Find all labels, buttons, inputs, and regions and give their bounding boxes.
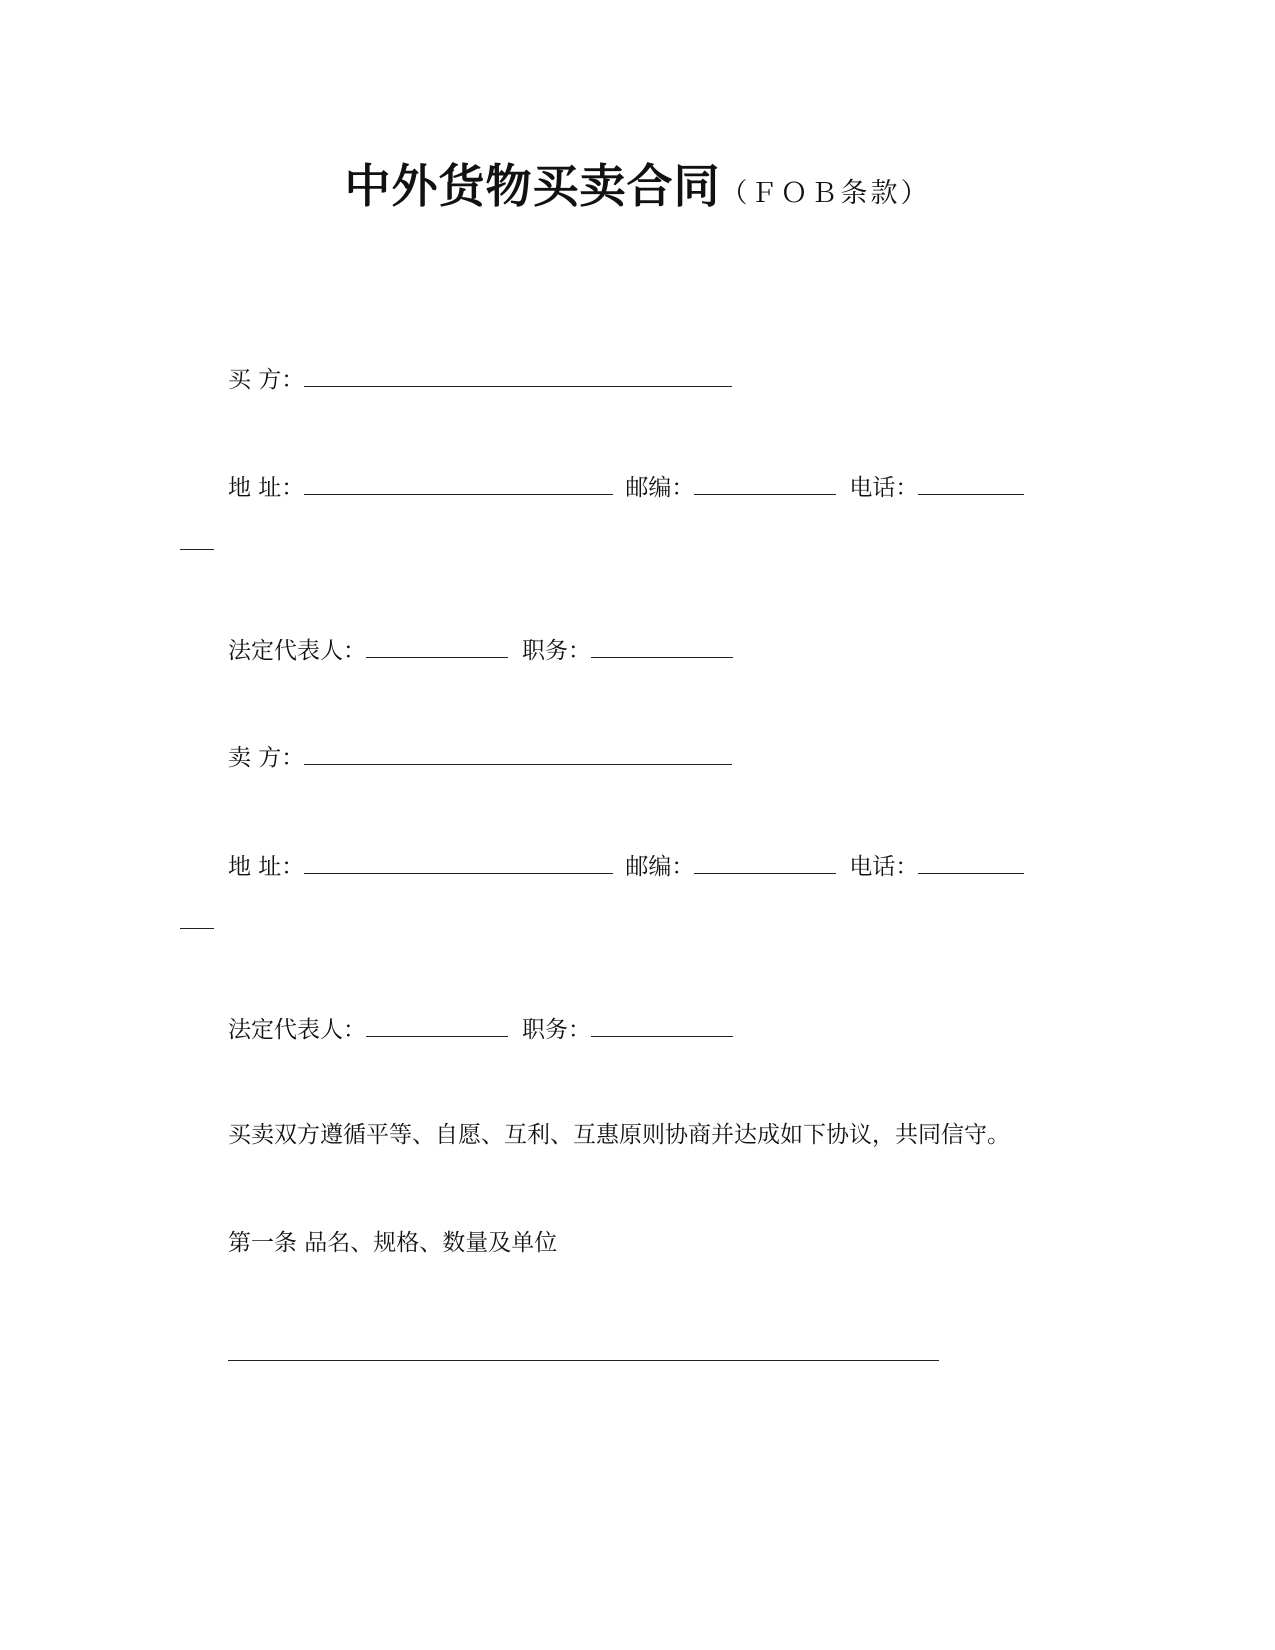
seller-legal-rep-label: 法定代表人：: [228, 1017, 366, 1043]
buyer-address-label: 地 址：: [228, 475, 305, 501]
buyer-legal-rep-line: [228, 633, 733, 666]
seller-position-blank[interactable]: [591, 1012, 733, 1037]
buyer-phone-continuation: [180, 525, 214, 558]
buyer-postcode-blank[interactable]: [694, 470, 836, 495]
buyer-legal-rep-label: 法定代表人：: [228, 638, 366, 664]
seller-address-blank[interactable]: [304, 849, 613, 874]
article-1-heading: 第一条 品名、规格、数量及单位: [228, 1230, 558, 1256]
seller-legal-rep-line: [228, 1012, 733, 1045]
seller-position-label: 职务：: [522, 1017, 591, 1043]
seller-address-label: 地 址：: [228, 854, 305, 880]
title-main: 中外货物买卖合同: [344, 159, 721, 213]
seller-address-line: [228, 849, 1024, 882]
buyer-party-label: 买 方：: [228, 367, 305, 393]
seller-phone-label: 电话：: [849, 854, 919, 880]
seller-phone-continuation: [180, 904, 214, 937]
seller-postcode-label: 邮编：: [625, 854, 695, 880]
buyer-phone-label: 电话：: [849, 475, 919, 501]
buyer-phone-blank[interactable]: [918, 470, 1024, 495]
buyer-legal-rep-blank[interactable]: [366, 633, 508, 658]
seller-legal-rep-blank[interactable]: [366, 1012, 508, 1037]
buyer-party-line: [228, 362, 732, 395]
seller-postcode-blank[interactable]: [694, 849, 836, 874]
buyer-position-label: 职务：: [522, 638, 591, 664]
preamble-paragraph: 买卖双方遵循平等、自愿、互利、互惠原则协商并达成如下协议，共同信守。: [228, 1122, 1010, 1148]
buyer-position-blank[interactable]: [591, 633, 733, 658]
buyer-address-blank[interactable]: [304, 470, 613, 495]
article-1-content-blank[interactable]: [228, 1336, 939, 1361]
seller-phone-blank[interactable]: [918, 849, 1024, 874]
seller-party-label: 卖 方：: [228, 745, 305, 771]
buyer-party-blank[interactable]: [304, 362, 732, 387]
document-title: [0, 150, 1275, 216]
seller-party-line: [228, 740, 732, 773]
buyer-postcode-label: 邮编：: [625, 475, 695, 501]
buyer-phone-blank-continued[interactable]: [180, 525, 214, 550]
seller-phone-blank-continued[interactable]: [180, 904, 214, 929]
title-subtitle: （ＦＯＢ条款）: [720, 178, 931, 209]
article-1-content-line: [228, 1336, 939, 1369]
seller-party-blank[interactable]: [304, 740, 732, 765]
buyer-address-line: [228, 470, 1024, 503]
